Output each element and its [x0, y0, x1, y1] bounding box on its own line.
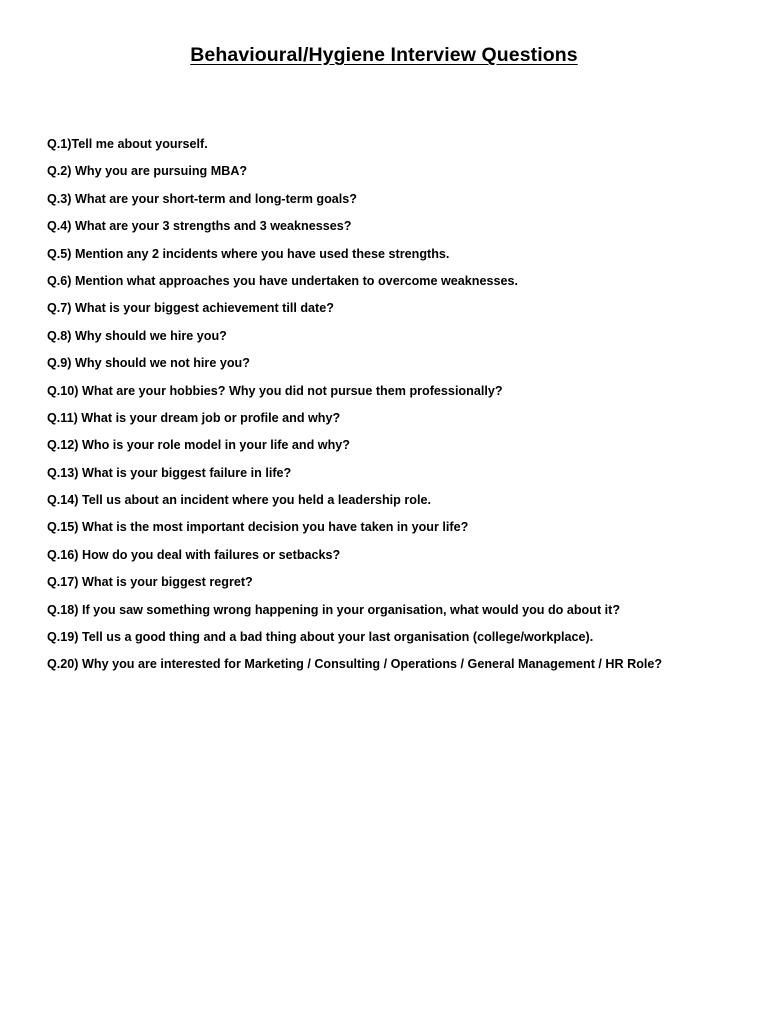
question-16: Q.16) How do you deal with failures or setbacks?: [47, 547, 341, 562]
question-20: Q.20) Why you are interested for Marketing / Consulting / Operations / General Management / HR Role?: [47, 657, 663, 672]
question-1: Q.1)Tell me about yourself.: [47, 137, 208, 151]
question-15: Q.15) What is the most important decision you have taken in your life?: [47, 520, 469, 535]
question-6: Q.6) Mention what approaches you have undertaken to overcome weaknesses.: [47, 273, 519, 288]
question-9: Q.9) Why should we not hire you?: [47, 356, 250, 371]
question-4: Q.4) What are your 3 strengths and 3 weaknesses?: [47, 219, 352, 234]
question-8: Q.8) Why should we hire you?: [47, 328, 227, 343]
question-3: Q.3) What are your short-term and long-term goals?: [47, 191, 357, 206]
question-12: Q.12) Who is your role model in your life and why?: [47, 438, 350, 453]
question-7: Q.7) What is your biggest achievement till date?: [47, 301, 334, 316]
page-title: Behavioural/Hygiene Interview Questions: [190, 44, 578, 66]
question-2: Q.2) Why you are pursuing MBA?: [47, 164, 248, 179]
question-19: Q.19) Tell us a good thing and a bad thing about your last organisation (college/workplace).: [47, 630, 594, 645]
question-13: Q.13) What is your biggest failure in life?: [47, 465, 292, 480]
question-14: Q.14) Tell us about an incident where you held a leadership role.: [47, 493, 431, 508]
question-list: [47, 136, 747, 684]
question-11: Q.11) What is your dream job or profile and why?: [47, 410, 341, 425]
question-18: Q.18) If you saw something wrong happening in your organisation, what would you do about it?: [47, 602, 621, 617]
question-10: Q.10) What are your hobbies? Why you did not pursue them professionally?: [47, 383, 503, 398]
question-5: Q.5) Mention any 2 incidents where you have used these strengths.: [47, 246, 450, 261]
question-17: Q.17) What is your biggest regret?: [47, 575, 253, 590]
